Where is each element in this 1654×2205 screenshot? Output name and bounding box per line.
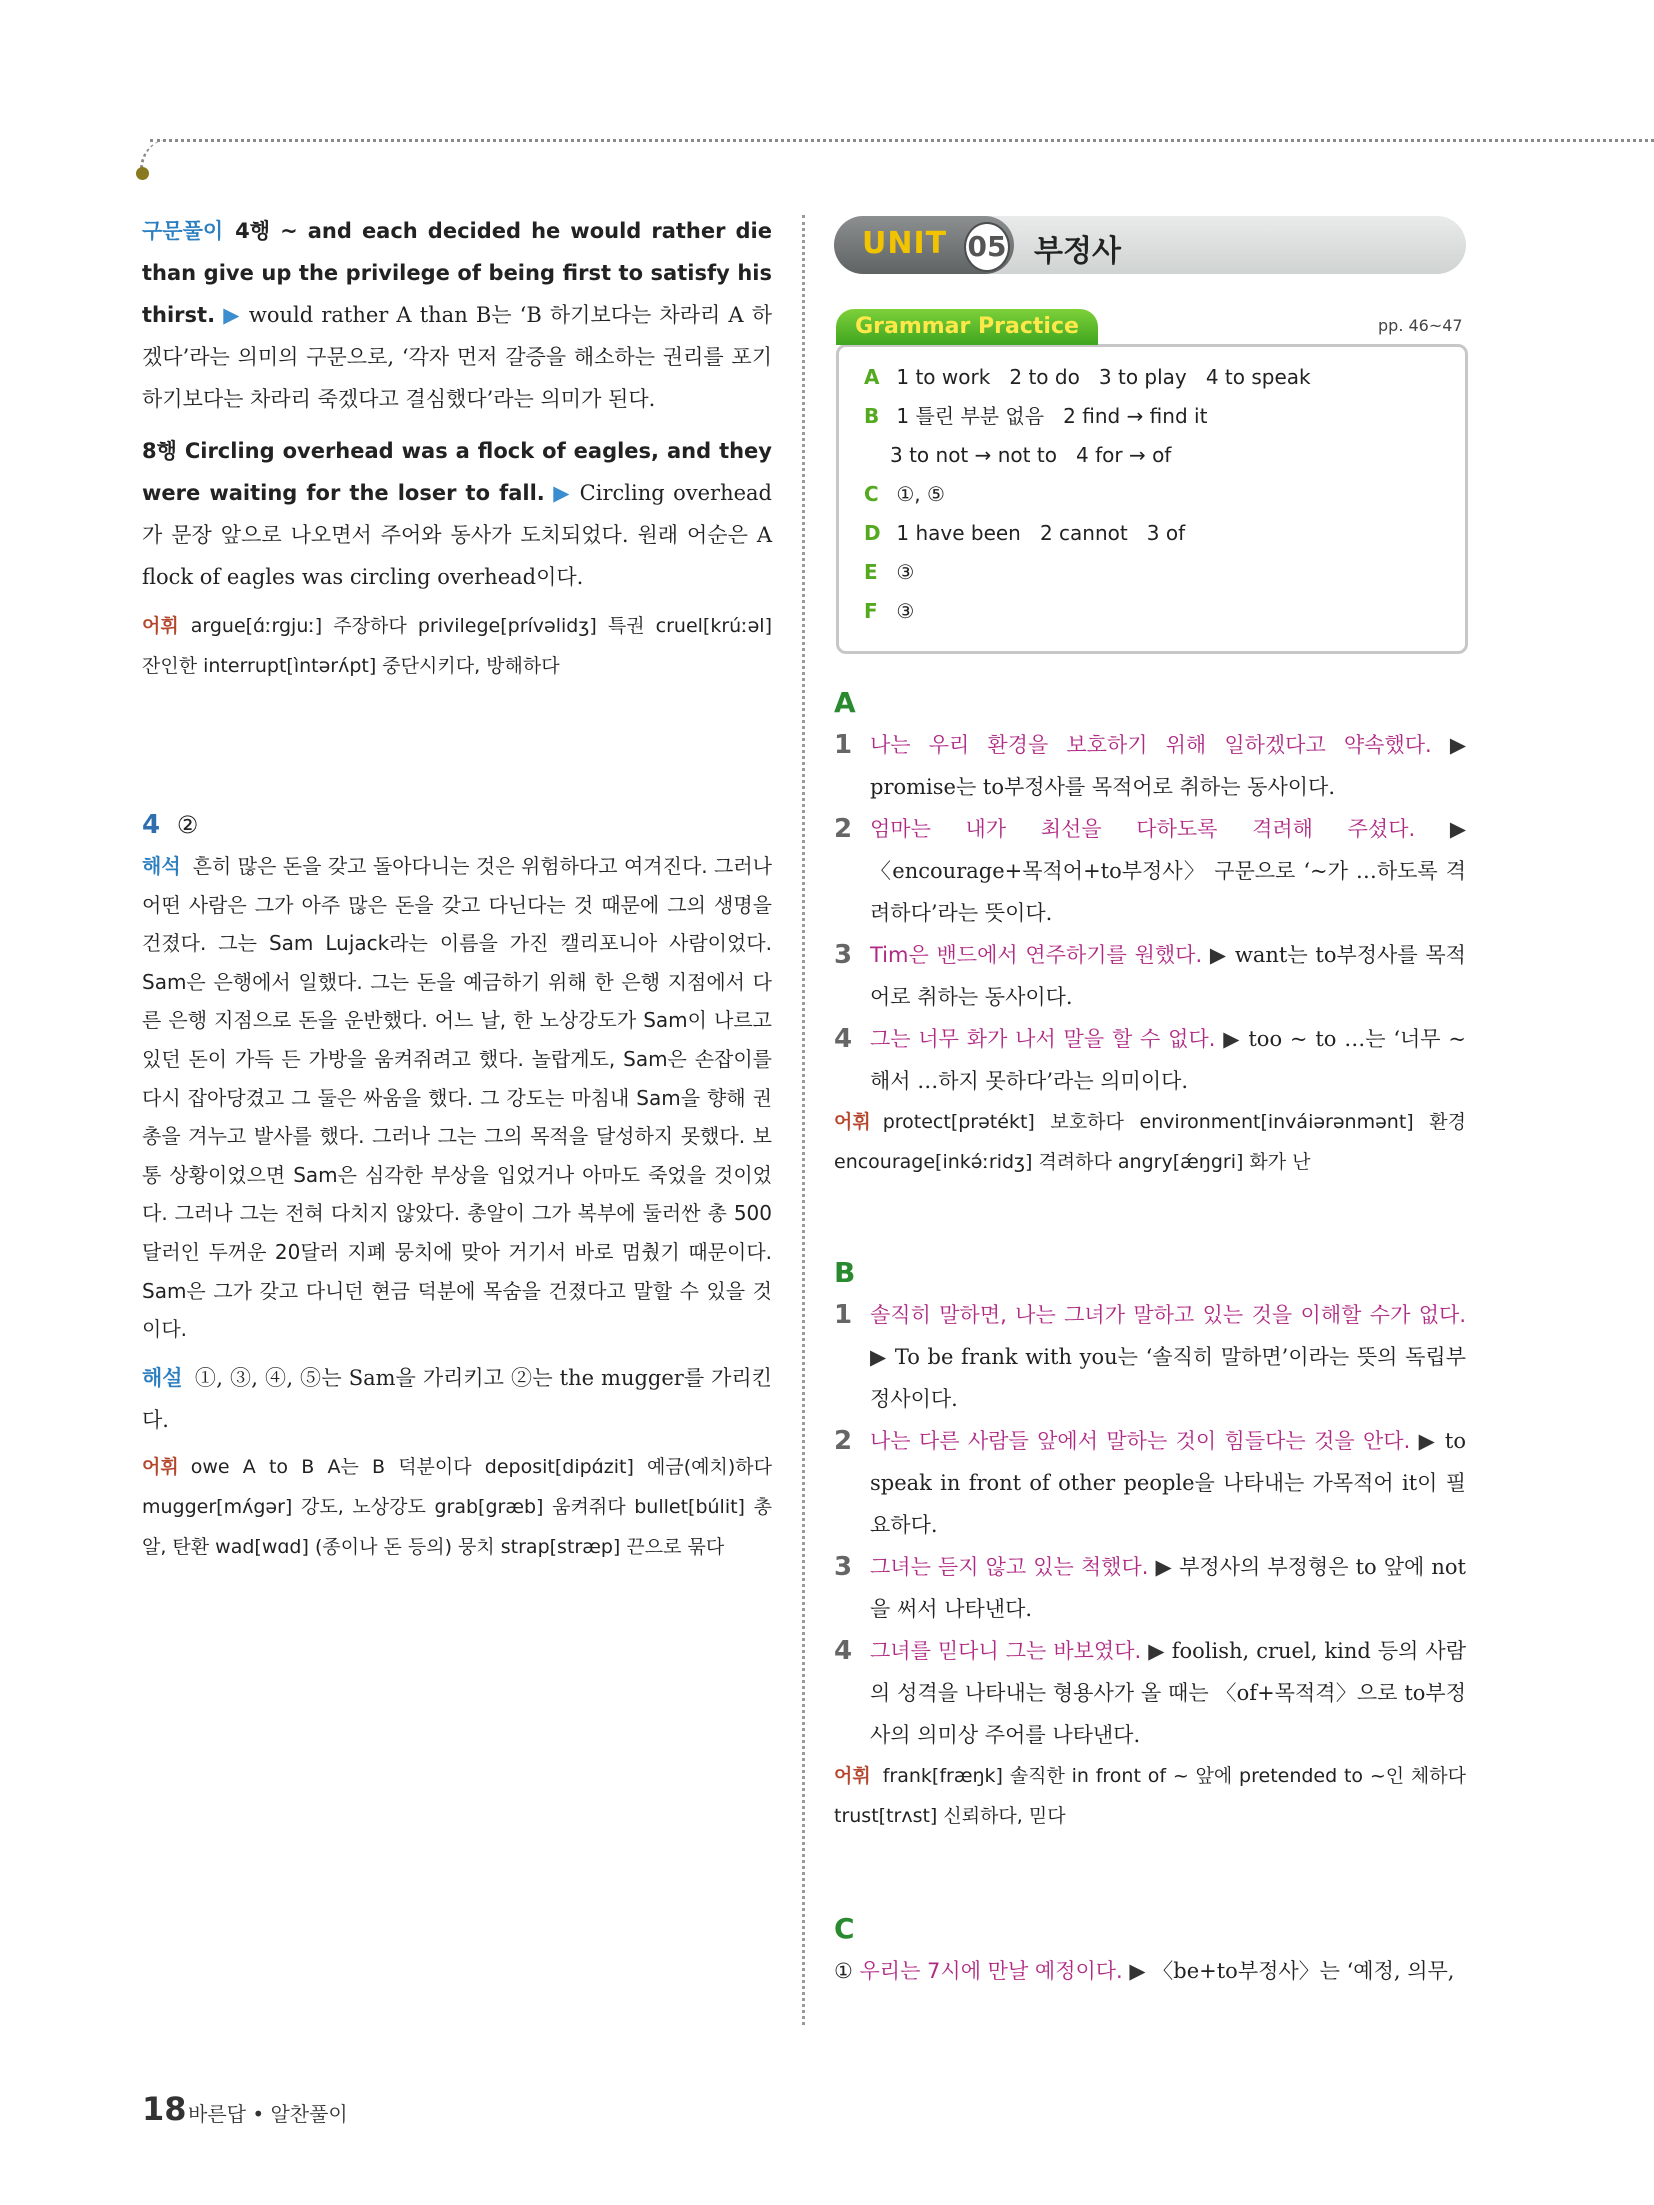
section-a-heading: A (834, 686, 856, 719)
explanation-tag: 해설 (142, 1365, 183, 1390)
item-translation: 그녀는 듣지 않고 있는 척했다. (870, 1555, 1149, 1579)
item-number: 3 (834, 1552, 853, 1582)
answer-letter: A (864, 365, 880, 389)
item-number: 3 (834, 940, 853, 970)
answer-row-a (864, 358, 1311, 397)
item-translation: Tim은 밴드에서 연주하기를 원했다. (870, 943, 1203, 967)
answer-item: 1 have been (896, 521, 1021, 545)
answer-item: 1 틀린 부분 없음 (896, 404, 1045, 428)
section-a-item (834, 1018, 1466, 1102)
item-translation: 나는 우리 환경을 보호하기 위해 일하겠다고 약속했다. (870, 733, 1432, 757)
arrow-icon: ▶ (1223, 1027, 1241, 1051)
arrow-icon: ▶ (553, 481, 572, 505)
vocab-block-1 (142, 606, 772, 686)
answer-letter: E (864, 560, 878, 584)
item-number: ① (834, 1959, 853, 1983)
syntax-note-1 (142, 210, 772, 420)
answer-row-b-cont (864, 436, 1311, 475)
answer-row-f (864, 592, 1311, 631)
answer-letter: B (864, 404, 880, 428)
answer-letter: D (864, 521, 881, 545)
answer-item: 2 find → find it (1063, 404, 1208, 428)
section-c-item (834, 1950, 1466, 1992)
answer-item: ③ (896, 560, 915, 584)
right-column (834, 682, 1466, 1992)
syntax-tag: 구문풀이 (142, 219, 224, 243)
item-explanation: to speak in front of other people을 나타내는 가목적어 it이 필요하다. (870, 1429, 1467, 1537)
translation-block (142, 847, 772, 1349)
syntax-explanation: would rather A than B는 ‘B 하기보다는 차라리 A 하겠다’라는 의미의 구문으로, ‘각자 먼저 갈증을 해소하는 권리를 포기하기보다는 차라리 죽겠다고 결심했다’라는 의미가 된다. (142, 303, 772, 411)
item-translation: 그는 너무 화가 나서 말을 할 수 없다. (870, 1027, 1216, 1051)
section-a-vocab (834, 1102, 1466, 1182)
item-translation: 솔직히 말하면, 나는 그녀가 말하고 있는 것을 이해할 수가 없다. (870, 1303, 1466, 1327)
unit-label: UNIT (862, 226, 948, 261)
unit-title: 부정사 (1034, 234, 1121, 269)
corner-dot (136, 167, 149, 180)
section-number: 4 (142, 810, 161, 840)
section-answer: ② (176, 811, 199, 839)
section-a-item (834, 934, 1466, 1018)
vocab-block-2 (142, 1447, 772, 1567)
item-explanation: To be frank with you는 ‘솔직히 말하면’이라는 뜻의 독립부정사이다. (870, 1345, 1466, 1411)
translation-tag: 해석 (142, 854, 181, 878)
section-a-item (834, 724, 1466, 808)
arrow-icon: ▶ (1129, 1959, 1146, 1983)
item-number: 4 (834, 1024, 853, 1054)
answer-row-d (864, 514, 1311, 553)
item-explanation: foolish, cruel, kind 등의 사람의 성격을 나타내는 형용사가 올 때는 〈of+목적격〉으로 to부정사의 의미상 주어를 나타낸다. (870, 1639, 1466, 1747)
section-b-item (834, 1420, 1466, 1546)
syntax-explanation: Circling overhead가 문장 앞으로 나오면서 주어와 동사가 도치되었다. 원래 어순은 A flock of eagles was circling overhead이다. (142, 481, 772, 589)
answer-item: 4 for → of (1076, 443, 1172, 467)
page-reference: pp. 46~47 (1378, 316, 1463, 335)
item-explanation: too ~ to …는 ‘너무 ~해서 …하지 못하다’라는 의미이다. (870, 1027, 1466, 1093)
arrow-icon: ▶ (223, 303, 241, 327)
page-number: 18 (142, 2090, 187, 2128)
answer-item: ③ (896, 599, 915, 623)
arrow-icon: ▶ (1148, 1639, 1165, 1663)
syntax-sentence: 4행 ~ and each decided he would rather die than give up the privilege of being first to satisfy his thirst. (142, 219, 772, 327)
translation-text: 흔히 많은 돈을 갖고 돌아다니는 것은 위험하다고 여겨진다. 그러나 어떤 사람은 그가 아주 많은 돈을 갖고 다닌다는 것 때문에 그의 생명을 건졌다. 그는 Sam Lujack라는 이름을 가진 캘리포니아 사람이었다. Sam은 은행에서 일했다. 그는 돈을 예금하기 위해 한 은행 지점에서 다른 은행 지점으로 돈을 운반했다. 어느 날, 한 노상강도가 Sam이 나르고 있던 돈이 가득 든 가방을 움켜쥐려고 했다. 놀랍게도, Sam은 손잡이를 다시 잡아당겼고 그 둘은 싸움을 했다. 그 강도는 마침내 Sam을 향해 권총을 겨누고 발사를 했다. 그러나 그는 그의 목적을 달성하지 못했다. 보통 상황이었으면 Sam은 심각한 부상을 입었거나 아마도 죽었을 것이었다. 그러나 그는 전혀 다치지 않았다. 총알이 그가 복부에 둘러싼 총 500달러인 두꺼운 20달러 지폐 뭉치에 맞아 거기서 바로 멈췄기 때문이다. Sam은 그가 갖고 다니던 현금 덕분에 목숨을 건졌다고 말할 수 있을 것이다. (142, 854, 772, 1342)
explanation-block (142, 1357, 772, 1441)
vocab-text: argue[ɑ́ːrgjuː] 주장하다 privilege[prívəlidʒ] 특권 cruel[krúːəl] 잔인한 interrupt[ìntərʌ́pt] 중단시키다, 방해하다 (142, 615, 772, 677)
answer-row-e (864, 553, 1311, 592)
item-number: 1 (834, 730, 853, 760)
item-number: 2 (834, 814, 853, 844)
section-a-item (834, 808, 1466, 934)
item-translation: 엄마는 내가 최선을 다하도록 격려해 주셨다. (870, 817, 1416, 841)
vocab-text: owe A to B A는 B 덕분이다 deposit[dipɑ́zit] 예금(예치)하다 mugger[mʌ́gər] 강도, 노상강도 grab[græb] 움켜쥐다 bullet[búlit] 총알, 탄환 wad[wɑd] (종이나 돈 등의) 뭉치 strap[stræp] 끈으로 묶다 (142, 1455, 772, 1558)
vocab-text: frank[fræŋk] 솔직한 in front of ~ 앞에 pretended to ~인 체하다 trust[trʌst] 신뢰하다, 믿다 (834, 1765, 1466, 1827)
item-explanation: 〈encourage+목적어+to부정사〉 구문으로 ‘~가 …하도록 격려하다’라는 뜻이다. (870, 859, 1466, 925)
answer-row-c (864, 475, 1311, 514)
answer-item: 2 cannot (1039, 521, 1128, 545)
vocab-tag: 어휘 (142, 1455, 179, 1478)
left-column (142, 210, 772, 1567)
arrow-icon: ▶ (1155, 1555, 1173, 1579)
arrow-icon: ▶ (1209, 943, 1228, 967)
footer-title: 바른답 • 알찬풀이 (188, 2102, 348, 2126)
item-explanation: 〈be+to부정사〉는 ‘예정, 의무, (1152, 1959, 1455, 1983)
column-divider (802, 215, 805, 2025)
answer-item: 3 to play (1098, 365, 1187, 389)
arrow-icon: ▶ (1418, 1429, 1437, 1453)
section-b-vocab (834, 1756, 1466, 1836)
answer-item: 3 of (1146, 521, 1186, 545)
item-explanation: want는 to부정사를 목적어로 취하는 동사이다. (870, 943, 1466, 1009)
item-number: 1 (834, 1300, 853, 1330)
answer-item: ①, ⑤ (896, 482, 945, 506)
answer-item: 2 to do (1009, 365, 1080, 389)
section-b-item (834, 1630, 1466, 1756)
item-number: 4 (834, 1636, 853, 1666)
answer-letter: F (864, 599, 878, 623)
answer-row-b (864, 397, 1311, 436)
section-b-item (834, 1294, 1466, 1420)
item-translation: 그녀를 믿다니 그는 바보였다. (870, 1639, 1142, 1663)
vocab-tag: 어휘 (834, 1111, 871, 1133)
vocab-tag: 어휘 (834, 1765, 871, 1787)
syntax-sentence: 8행 Circling overhead was a flock of eagles, and they were waiting for the loser to fall. (142, 439, 772, 505)
answer-letter: C (864, 482, 879, 506)
arrow-icon: ▶ (870, 1345, 888, 1369)
section-b-heading: B (834, 1256, 856, 1289)
item-explanation: 부정사의 부정형은 to 앞에 not을 써서 나타낸다. (870, 1555, 1466, 1621)
vocab-text: protect[prətékt] 보호하다 environment[inváiərənmənt] 환경 encourage[inkə́ːridʒ] 격려하다 angry[ǽŋgri] 화가 난 (834, 1111, 1466, 1173)
grammar-practice-tab: Grammar Practice (836, 309, 1098, 345)
arrow-icon: ▶ (1449, 817, 1466, 841)
section-c-heading: C (834, 1912, 855, 1945)
item-translation: 우리는 7시에 만날 예정이다. (859, 1959, 1123, 1983)
explanation-text: ①, ③, ④, ⑤는 Sam을 가리키고 ②는 the mugger를 가리킨다. (142, 1365, 772, 1432)
arrow-icon: ▶ (1449, 733, 1466, 757)
section-b-item (834, 1546, 1466, 1630)
grammar-practice-answers (864, 358, 1311, 631)
section-4-heading (142, 804, 772, 847)
unit-number-badge: 05 (964, 222, 1010, 272)
item-translation: 나는 다른 사람들 앞에서 말하는 것이 힘들다는 것을 안다. (870, 1429, 1411, 1453)
answer-item: 3 to not → not to (890, 443, 1057, 467)
top-dotted-rule (150, 139, 1654, 142)
syntax-note-2 (142, 430, 772, 598)
item-number: 2 (834, 1426, 853, 1456)
item-explanation: promise는 to부정사를 목적어로 취하는 동사이다. (870, 775, 1335, 799)
answer-item: 4 to speak (1205, 365, 1311, 389)
answer-item: 1 to work (896, 365, 991, 389)
vocab-tag: 어휘 (142, 615, 179, 637)
